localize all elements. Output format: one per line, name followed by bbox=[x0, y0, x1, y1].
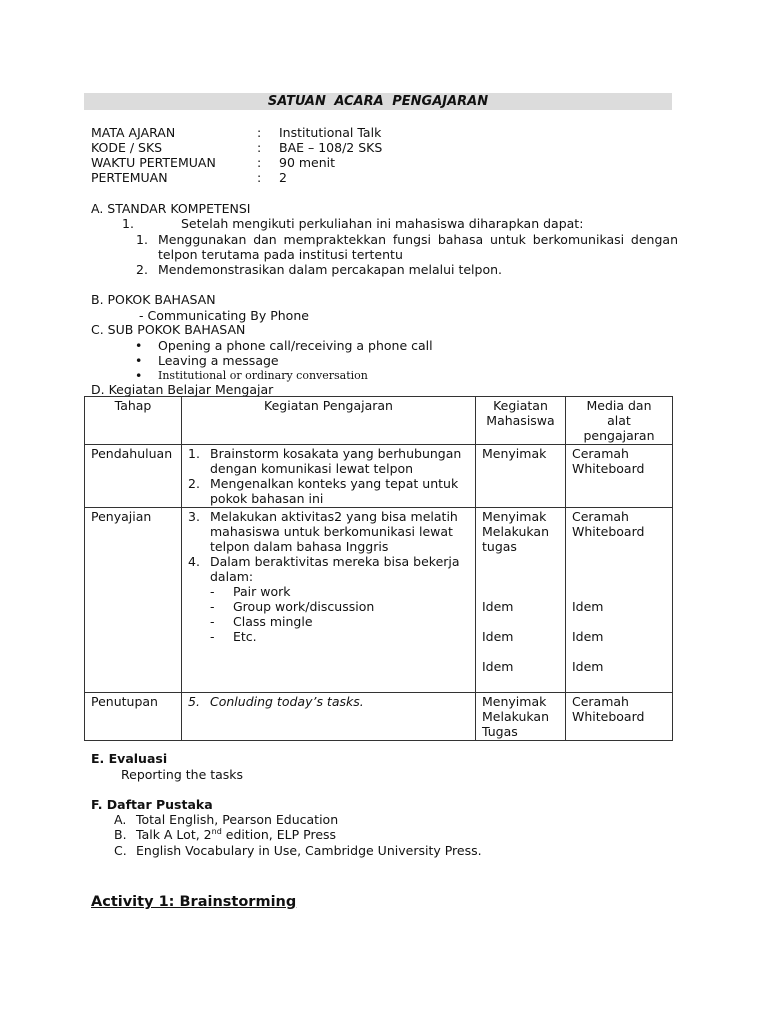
table-row bbox=[85, 693, 673, 741]
media-item: Ceramah bbox=[572, 694, 629, 709]
media-item: Idem bbox=[572, 599, 604, 614]
info-value: 2 bbox=[279, 170, 287, 185]
student-activity: Idem bbox=[482, 659, 514, 674]
tahap-label: Penutupan bbox=[91, 694, 158, 709]
media-item: Ceramah bbox=[572, 446, 629, 461]
student-activity: Menyimak bbox=[482, 509, 547, 524]
info-value: BAE – 108/2 SKS bbox=[279, 140, 383, 155]
section-a-sub1-number: 1. bbox=[136, 232, 148, 247]
media-item: Ceramah bbox=[572, 509, 629, 524]
info-label: PERTEMUAN bbox=[91, 170, 168, 185]
section-c-item: Institutional or ordinary conversation bbox=[158, 369, 368, 382]
section-c-item: Leaving a message bbox=[158, 353, 279, 368]
table-header-row bbox=[85, 397, 673, 445]
section-a-sub2-number: 2. bbox=[136, 262, 148, 277]
activity-text: Dalam beraktivitas mereka bisa bekerja bbox=[210, 554, 460, 569]
table-row bbox=[85, 508, 673, 693]
header-kegiatan-pengajaran bbox=[182, 397, 476, 445]
section-a-heading: A. STANDAR KOMPETENSI bbox=[91, 201, 251, 216]
info-separator: : bbox=[257, 140, 262, 155]
student-activity: Menyimak bbox=[482, 446, 547, 461]
activity-subitem: Etc. bbox=[233, 629, 257, 644]
teaching-activities-table bbox=[84, 396, 673, 741]
activity-text: dengan komunikasi lewat telpon bbox=[210, 461, 414, 476]
cell-media bbox=[566, 693, 673, 741]
student-activity: Idem bbox=[482, 629, 514, 644]
cell-mahasiswa bbox=[476, 445, 566, 508]
tahap-label: Pendahuluan bbox=[91, 446, 173, 461]
section-a-item-text: Setelah mengikuti perkuliahan ini mahasiswa diharapkan dapat: bbox=[181, 216, 584, 231]
activity-text: pokok bahasan ini bbox=[210, 491, 324, 506]
reference-text: Talk A Lot, 2 bbox=[136, 827, 212, 842]
header-tahap bbox=[85, 397, 182, 445]
cell-tahap bbox=[85, 445, 182, 508]
dash-marker: - bbox=[210, 584, 215, 599]
header-media bbox=[566, 397, 673, 445]
student-activity: Idem bbox=[482, 599, 514, 614]
section-f-heading: F. Daftar Pustaka bbox=[91, 797, 213, 812]
header-kegiatan-mahasiswa bbox=[476, 397, 566, 445]
reference-superscript: nd bbox=[211, 826, 222, 836]
student-activity: Melakukan bbox=[482, 709, 549, 724]
reference-item bbox=[114, 827, 336, 842]
section-c-item: Opening a phone call/receiving a phone call bbox=[158, 338, 433, 353]
list-number: 5. bbox=[188, 694, 200, 709]
list-number: 1. bbox=[188, 446, 200, 461]
info-separator: : bbox=[257, 155, 262, 170]
activity-heading: Activity 1: Brainstorming bbox=[91, 894, 297, 910]
dash-marker: - bbox=[210, 629, 215, 644]
tahap-label: Penyajian bbox=[91, 509, 152, 524]
media-item: Whiteboard bbox=[572, 709, 645, 724]
activity-text: Melakukan aktivitas2 yang bisa melatih bbox=[210, 509, 458, 524]
info-row-pertemuan bbox=[91, 170, 382, 185]
list-number: 2. bbox=[188, 476, 200, 491]
info-label: MATA AJARAN bbox=[91, 125, 176, 140]
bullet-icon: • bbox=[135, 353, 143, 368]
info-row-kode-sks bbox=[91, 140, 382, 155]
header-media-line2: alat bbox=[607, 413, 631, 428]
reference-text: English Vocabulary in Use, Cambridge University Press. bbox=[136, 843, 482, 858]
section-b-heading: B. POKOK BAHASAN bbox=[91, 292, 216, 307]
header-mhs-line2: Mahasiswa bbox=[486, 413, 555, 428]
activity-text: Brainstorm kosakata yang berhubungan bbox=[210, 446, 462, 461]
activity-subitem: Class mingle bbox=[233, 614, 313, 629]
section-a-sub2-text: Mendemonstrasikan dalam percakapan melalui telpon. bbox=[158, 262, 502, 277]
student-activity: tugas bbox=[482, 539, 517, 554]
activity-text: mahasiswa untuk berkomunikasi lewat bbox=[210, 524, 453, 539]
section-e-text: Reporting the tasks bbox=[121, 767, 244, 782]
bullet-icon: • bbox=[135, 338, 143, 353]
table-row bbox=[85, 445, 673, 508]
activity-text: dalam: bbox=[210, 569, 254, 584]
cell-tahap bbox=[85, 508, 182, 693]
reference-letter: B. bbox=[114, 827, 127, 842]
cell-kegiatan bbox=[182, 693, 476, 741]
reference-text: Total English, Pearson Education bbox=[136, 812, 339, 827]
header-media-line3: pengajaran bbox=[583, 428, 655, 443]
dash-marker: - bbox=[210, 614, 215, 629]
header-mhs-line1: Kegiatan bbox=[493, 398, 548, 413]
reference-letter: A. bbox=[114, 812, 127, 827]
header-kegiatan-label: Kegiatan Pengajaran bbox=[264, 398, 393, 413]
student-activity: Menyimak bbox=[482, 694, 547, 709]
student-activity: Tugas bbox=[482, 724, 518, 739]
activity-text: telpon dalam bahasa Inggris bbox=[210, 539, 389, 554]
section-c-heading: C. SUB POKOK BAHASAN bbox=[91, 322, 246, 337]
section-a-sub1-line1: Menggunakan dan mempraktekkan fungsi bahasa untuk berkomunikasi dengan bbox=[158, 232, 678, 247]
reference-item bbox=[114, 843, 482, 858]
media-item: Idem bbox=[572, 659, 604, 674]
bullet-icon: • bbox=[135, 368, 143, 383]
info-value: 90 menit bbox=[279, 155, 336, 170]
reference-item bbox=[114, 812, 338, 827]
cell-kegiatan bbox=[182, 508, 476, 693]
header-media-line1: Media dan bbox=[586, 398, 652, 413]
section-e-heading: E. Evaluasi bbox=[91, 751, 168, 766]
section-d-heading: D. Kegiatan Belajar Mengajar bbox=[91, 382, 274, 397]
section-a-item-number: 1. bbox=[122, 216, 134, 231]
media-item: Whiteboard bbox=[572, 524, 645, 539]
media-item: Idem bbox=[572, 629, 604, 644]
cell-kegiatan bbox=[182, 445, 476, 508]
cell-tahap bbox=[85, 693, 182, 741]
student-activity: Melakukan bbox=[482, 524, 549, 539]
info-separator: : bbox=[257, 170, 262, 185]
course-info bbox=[91, 125, 382, 185]
cell-media bbox=[566, 508, 673, 693]
list-number: 3. bbox=[188, 509, 200, 524]
activity-subitem: Group work/discussion bbox=[233, 599, 375, 614]
info-label: KODE / SKS bbox=[91, 140, 163, 155]
activity-text: Conluding today’s tasks. bbox=[210, 694, 364, 709]
reference-letter: C. bbox=[114, 843, 127, 858]
cell-mahasiswa bbox=[476, 508, 566, 693]
activity-text: Mengenalkan konteks yang tepat untuk bbox=[210, 476, 459, 491]
header-tahap-label: Tahap bbox=[114, 398, 152, 413]
media-item: Whiteboard bbox=[572, 461, 645, 476]
list-number: 4. bbox=[188, 554, 200, 569]
dash-marker: - bbox=[210, 599, 215, 614]
info-value: Institutional Talk bbox=[279, 125, 382, 140]
info-row-waktu bbox=[91, 155, 382, 170]
info-separator: : bbox=[257, 125, 262, 140]
activity-subitem: Pair work bbox=[233, 584, 291, 599]
section-b-item: - Communicating By Phone bbox=[139, 308, 309, 323]
reference-text: edition, ELP Press bbox=[221, 827, 337, 842]
document-title: SATUAN ACARA PENGAJARAN bbox=[84, 93, 672, 110]
section-a-sub1-line2: telpon terutama pada institusi tertentu bbox=[158, 247, 403, 262]
info-row-mata-ajaran bbox=[91, 125, 382, 140]
cell-mahasiswa bbox=[476, 693, 566, 741]
info-label: WAKTU PERTEMUAN bbox=[91, 155, 216, 170]
cell-media bbox=[566, 445, 673, 508]
